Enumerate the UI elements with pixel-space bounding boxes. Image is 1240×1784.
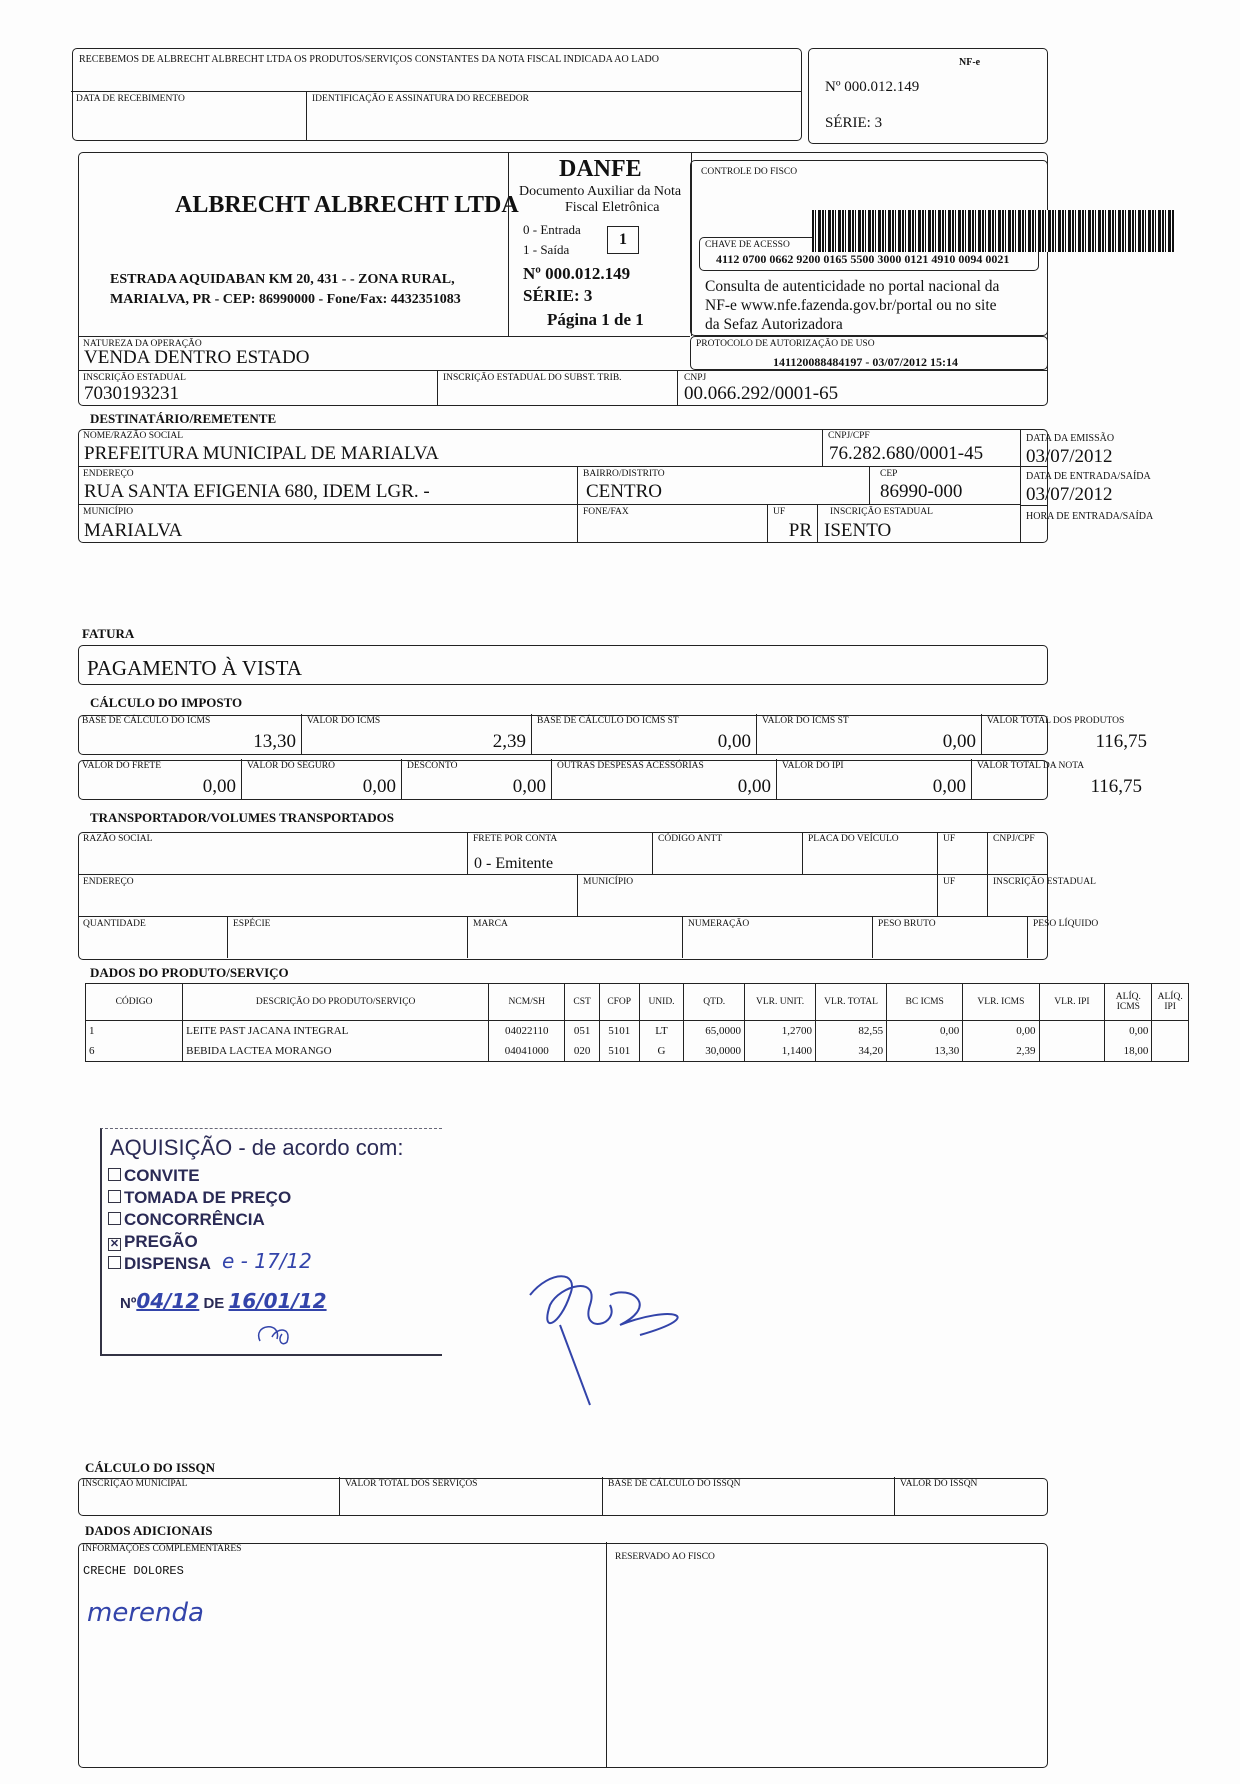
section-title: DESTINATÁRIO/REMETENTE (90, 411, 277, 426)
products-table (85, 983, 1189, 1062)
label: QUANTIDADE (83, 919, 146, 929)
handwritten-note: merenda (87, 1598, 204, 1628)
protocol-value: 141120088484197 - 03/07/2012 15:14 (773, 355, 958, 369)
emitente-address: ESTRADA AQUIDABAN KM 20, 431 - - ZONA RURAL, (110, 272, 455, 287)
issqn-valor (895, 1477, 1045, 1515)
label: UF (773, 507, 786, 517)
dest-bairro (578, 467, 870, 505)
option-label: PREGÃO (124, 1232, 198, 1251)
tax-field (757, 714, 982, 754)
danfe-entrada: 0 - Entrada (523, 222, 581, 237)
table-cell: 1 (86, 1021, 183, 1042)
label: NUMERAÇÃO (688, 919, 750, 929)
label: INSCRIÇÃO ESTADUAL (993, 877, 1096, 887)
consult-line: Consulta de autenticidade no portal nacional da (705, 278, 1000, 295)
table-cell: 18,00 (1105, 1041, 1152, 1062)
issqn-total (340, 1477, 603, 1515)
transport-field (988, 832, 1048, 874)
checkbox-icon (108, 1212, 121, 1225)
ie-st-field (438, 370, 678, 406)
section-title: CÁLCULO DO IMPOSTO (90, 695, 243, 710)
label: PESO LÍQUIDO (1033, 919, 1099, 929)
adicionais-box (78, 1543, 1048, 1768)
value: 00.066.292/0001-65 (684, 383, 839, 404)
barcode (812, 210, 1174, 252)
label: MUNICÍPIO (583, 877, 634, 887)
table-cell: G (639, 1041, 684, 1062)
label: VALOR DO ICMS ST (762, 716, 849, 726)
consult-text (705, 277, 999, 334)
imposto-row-2 (78, 760, 1142, 800)
column-header: QTD. (684, 984, 745, 1021)
label: VALOR DO ICMS (307, 716, 381, 726)
transport-field (468, 832, 653, 874)
label: Nº (120, 1295, 137, 1312)
value: MARIALVA (84, 520, 183, 541)
label: PLACA DO VEÍCULO (808, 834, 899, 844)
tax-field (402, 759, 552, 799)
value: VENDA DENTRO ESTADO (84, 347, 310, 368)
emitente-city: MARIALVA, PR - CEP: 86990000 - Fone/Fax: 4432351083 (110, 292, 461, 307)
label: BASE DE CÁLCULO DO ICMS ST (537, 716, 679, 726)
ie-field (78, 370, 438, 406)
label: VALOR DO SEGURO (247, 761, 335, 771)
transport-field (938, 874, 988, 916)
dest-cep (870, 467, 1021, 505)
label: ENDEREÇO (83, 877, 134, 887)
stamp-number: 04/12 (136, 1289, 200, 1313)
emitente-name: ALBRECHT ALBRECHT LTDA (175, 192, 519, 218)
table-cell: 1,2700 (745, 1021, 816, 1042)
fisco-label: CONTROLE DO FISCO (701, 167, 798, 177)
value: 0 - Emitente (474, 855, 554, 872)
nfe-number: Nº 000.012.149 (825, 79, 920, 95)
natureza-field (78, 336, 690, 370)
column-header: BC ICMS (887, 984, 963, 1021)
receipt-date-field[interactable]: DATA DE RECEBIMENTO (71, 91, 307, 140)
label: CÓDIGO ANTT (658, 834, 723, 844)
column-header: ALÍQ. IPI (1152, 984, 1189, 1021)
issqn-inscricao (77, 1477, 340, 1515)
transport-field (683, 916, 873, 958)
tax-field (77, 759, 242, 799)
dest-entrada: 03/07/2012 (1026, 484, 1113, 505)
table-cell: 2,39 (963, 1041, 1039, 1062)
signature (520, 1265, 720, 1410)
danfe-subtitle: Documento Auxiliar da Nota (519, 184, 682, 199)
table-row (86, 1021, 1189, 1042)
transport-field (653, 832, 803, 874)
value: 0,00 (512, 776, 546, 797)
nfe-label: NF-e (959, 57, 981, 68)
label: FRETE POR CONTA (473, 834, 558, 844)
label: VALOR DO FRETE (82, 761, 161, 771)
label: DESCONTO (407, 761, 458, 771)
value: 0,00 (202, 776, 236, 797)
initials-signature (252, 1319, 302, 1349)
label: VALOR DO IPI (782, 761, 844, 771)
value: 2,39 (492, 731, 526, 752)
divider (1021, 505, 1048, 506)
table-cell: 5101 (599, 1021, 639, 1042)
value: 0,00 (942, 731, 976, 752)
table-cell: 30,0000 (684, 1041, 745, 1062)
tax-field (982, 714, 1152, 754)
value: CENTRO (586, 481, 662, 502)
label: VALOR TOTAL DOS PRODUTOS (987, 716, 1125, 726)
table-cell: 5101 (599, 1041, 639, 1062)
option-label: CONVITE (124, 1166, 200, 1185)
dest-fone (578, 505, 768, 543)
label: FONE/FAX (583, 507, 629, 517)
label: PROTOCOLO DE AUTORIZAÇÃO DE USO (696, 339, 875, 349)
danfe-page: Página 1 de 1 (547, 310, 644, 329)
table-cell: 0,00 (887, 1021, 963, 1042)
danfe-box (508, 152, 692, 336)
value: PR (788, 520, 812, 541)
label: BASE DE CÁLCULO DO ICMS (82, 716, 211, 726)
tax-field (302, 714, 532, 754)
section-title: TRANSPORTADOR/VOLUMES TRANSPORTADOS (90, 810, 395, 825)
label: INSCRIÇÃO ESTADUAL DO SUBST. TRIB. (443, 373, 622, 383)
transport-field (938, 832, 988, 874)
fatura-value: PAGAMENTO À VISTA (87, 656, 302, 680)
table-cell: 6 (86, 1041, 183, 1062)
label: INSCRIÇÃO ESTADUAL (830, 507, 933, 517)
danfe-title: DANFE (559, 156, 642, 182)
table-cell: LT (639, 1021, 684, 1042)
table-cell: 13,30 (887, 1041, 963, 1062)
value: 0,00 (362, 776, 396, 797)
transport-field (803, 832, 938, 874)
transport-field (78, 832, 468, 874)
transport-field (988, 874, 1096, 916)
receipt-signature-field[interactable]: IDENTIFICAÇÃO E ASSINATURA DO RECEBEDOR (307, 91, 801, 140)
nfe-box (808, 48, 1048, 144)
value: 7030193231 (84, 383, 179, 404)
value: 116,75 (1090, 776, 1142, 797)
checked-box-icon: ✕ (109, 1238, 120, 1250)
table-cell: 051 (565, 1021, 599, 1042)
tax-field (532, 714, 757, 754)
tax-field (552, 759, 777, 799)
stamp-option (108, 1209, 291, 1231)
tax-field (972, 759, 1147, 799)
label: BAIRRO/DISTRITO (583, 469, 665, 479)
table-cell (1152, 1041, 1189, 1062)
label: UF (943, 834, 956, 844)
dest-municipio (78, 505, 578, 543)
protocol-field (690, 336, 1048, 370)
value: 116,75 (1095, 731, 1147, 752)
transport-field (78, 916, 228, 958)
fatura-box (78, 645, 1048, 685)
table-cell (1039, 1021, 1105, 1042)
label: HORA DE ENTRADA/SAÍDA (1026, 511, 1154, 522)
value: ISENTO (824, 520, 892, 541)
label: UF (943, 877, 956, 887)
dest-endereco (78, 467, 578, 505)
table-cell: 34,20 (816, 1041, 887, 1062)
handwritten-note: e - 17/12 (222, 1249, 312, 1273)
danfe-subtitle: Fiscal Eletrônica (565, 200, 660, 215)
label: VALOR TOTAL DOS SERVIÇOS (345, 1479, 478, 1489)
section-title: DADOS ADICIONAIS (85, 1523, 213, 1538)
danfe-type-box: 1 (607, 226, 639, 254)
table-cell: 0,00 (963, 1021, 1039, 1042)
info-value: CRECHE DOLORES (83, 1564, 184, 1578)
nfe-series: SÉRIE: 3 (825, 115, 883, 131)
table-cell: 1,1400 (745, 1041, 816, 1062)
stamp-option (108, 1165, 291, 1187)
dest-cnpj (823, 429, 1021, 467)
label: DATA DE ENTRADA/SAÍDA (1026, 471, 1151, 482)
table-cell: 04041000 (489, 1041, 565, 1062)
label: ENDEREÇO (83, 469, 134, 479)
column-header: CST (565, 984, 599, 1021)
receipt-text: RECEBEMOS DE ALBRECHT ALBRECHT LTDA OS PRODUTOS/SERVIÇOS CONSTANTES DA NOTA FISCAL INDICADA AO LADO (79, 54, 659, 65)
acquisition-stamp (100, 1128, 442, 1356)
dest-emissao: 03/07/2012 (1026, 446, 1113, 467)
column-header: VLR. IPI (1039, 984, 1105, 1021)
table-cell: BEBIDA LACTEA MORANGO (183, 1041, 489, 1062)
checkbox-icon (108, 1168, 121, 1181)
danfe-number: Nº 000.012.149 (523, 264, 631, 283)
column-header: CFOP (599, 984, 639, 1021)
label: BASE DE CÁLCULO DO ISSQN (608, 1479, 741, 1489)
column-header: VLR. ICMS (963, 984, 1039, 1021)
danfe-series: SÉRIE: 3 (523, 286, 593, 305)
label: INFORMAÇÕES COMPLEMENTARES (82, 1544, 242, 1554)
label: NOME/RAZÃO SOCIAL (83, 431, 184, 441)
transport-field (1028, 916, 1099, 958)
transport-field (873, 916, 1028, 958)
label: CEP (880, 469, 898, 479)
column-header: VLR. UNIT. (745, 984, 816, 1021)
label: VALOR DO ISSQN (900, 1479, 978, 1489)
column-header: NCM/SH (489, 984, 565, 1021)
section-title: DADOS DO PRODUTO/SERVIÇO (90, 965, 289, 980)
section-title: CÁLCULO DO ISSQN (85, 1460, 216, 1475)
table-cell (1039, 1041, 1105, 1062)
issqn-base (603, 1477, 895, 1515)
access-key[interactable]: 4112 0700 0662 9200 0165 5500 3000 0121 4910 0094 0021 (716, 252, 1010, 266)
danfe-saida: 1 - Saída (523, 242, 570, 257)
label: DATA DA EMISSÃO (1026, 433, 1115, 444)
transport-field (228, 916, 468, 958)
label: INSCRIÇÃO MUNICIPAL (82, 1479, 188, 1489)
value: 0,00 (932, 776, 966, 797)
label: ESPÉCIE (233, 919, 271, 929)
table-cell: 020 (565, 1041, 599, 1062)
value: 86990-000 (880, 481, 963, 502)
access-key-label: CHAVE DE ACESSO (705, 240, 790, 250)
consult-line: da Sefaz Autorizadora (705, 316, 843, 333)
label: MUNICÍPIO (83, 507, 134, 517)
label: CNPJ (684, 373, 707, 383)
receipt-box (72, 48, 802, 141)
value: 76.282.680/0001-45 (829, 443, 984, 464)
dest-uf (768, 505, 818, 543)
label: INSCRIÇÃO ESTADUAL (83, 373, 186, 383)
transport-field (78, 874, 578, 916)
label: PESO BRUTO (878, 919, 936, 929)
dest-ie (818, 505, 1021, 543)
column-header: ALÍQ. ICMS (1105, 984, 1152, 1021)
tax-field (777, 759, 972, 799)
value: PREFEITURA MUNICIPAL DE MARIALVA (84, 443, 439, 464)
section-title: FATURA (82, 626, 135, 641)
cnpj-field (678, 370, 1048, 406)
value: 0,00 (737, 776, 771, 797)
label: DE (203, 1295, 225, 1312)
option-label: TOMADA DE PREÇO (124, 1188, 292, 1207)
label: CNPJ/CPF (993, 834, 1035, 844)
label: RESERVADO AO FISCO (615, 1552, 715, 1562)
label: CNPJ/CPF (828, 431, 870, 441)
table-cell: 04022110 (489, 1021, 565, 1042)
checkbox-icon (108, 1190, 121, 1203)
imposto-row-1 (78, 715, 1147, 755)
stamp-date: 16/01/12 (228, 1289, 327, 1313)
table-cell: 82,55 (816, 1021, 887, 1042)
column-header: VLR. TOTAL (816, 984, 887, 1021)
checkbox-icon (108, 1256, 121, 1269)
column-header: UNID. (639, 984, 684, 1021)
consult-line: NF-e www.nfe.fazenda.gov.br/portal ou no site (705, 297, 997, 314)
table-cell: LEITE PAST JACANA INTEGRAL (183, 1021, 489, 1042)
info-complementares (77, 1542, 607, 1767)
table-cell (1152, 1021, 1189, 1042)
table-cell: 0,00 (1105, 1021, 1152, 1042)
option-label: DISPENSA (124, 1254, 211, 1273)
issqn-box (78, 1478, 1048, 1516)
column-header: DESCRIÇÃO DO PRODUTO/SERVIÇO (183, 984, 489, 1021)
label: NATUREZA DA OPERAÇÃO (83, 339, 202, 349)
dest-nome (78, 429, 823, 467)
stamp-title: AQUISIÇÃO - de acordo com: (110, 1135, 404, 1160)
value: RUA SANTA EFIGENIA 680, IDEM LGR. - (84, 481, 430, 502)
table-cell: 65,0000 (684, 1021, 745, 1042)
stamp-option (108, 1187, 291, 1209)
column-header: CÓDIGO (86, 984, 183, 1021)
label: MARCA (473, 919, 508, 929)
label: VALOR TOTAL DA NOTA (977, 761, 1085, 771)
label: OUTRAS DESPESAS ACESSÓRIAS (557, 761, 704, 771)
transport-field (468, 916, 683, 958)
table-row (86, 1041, 1189, 1062)
value: 0,00 (717, 731, 751, 752)
tax-field (242, 759, 402, 799)
tax-field (77, 714, 302, 754)
value: 13,30 (253, 731, 296, 752)
option-label: CONCORRÊNCIA (124, 1210, 265, 1229)
label: RAZÃO SOCIAL (83, 834, 153, 844)
transport-field (578, 874, 938, 916)
